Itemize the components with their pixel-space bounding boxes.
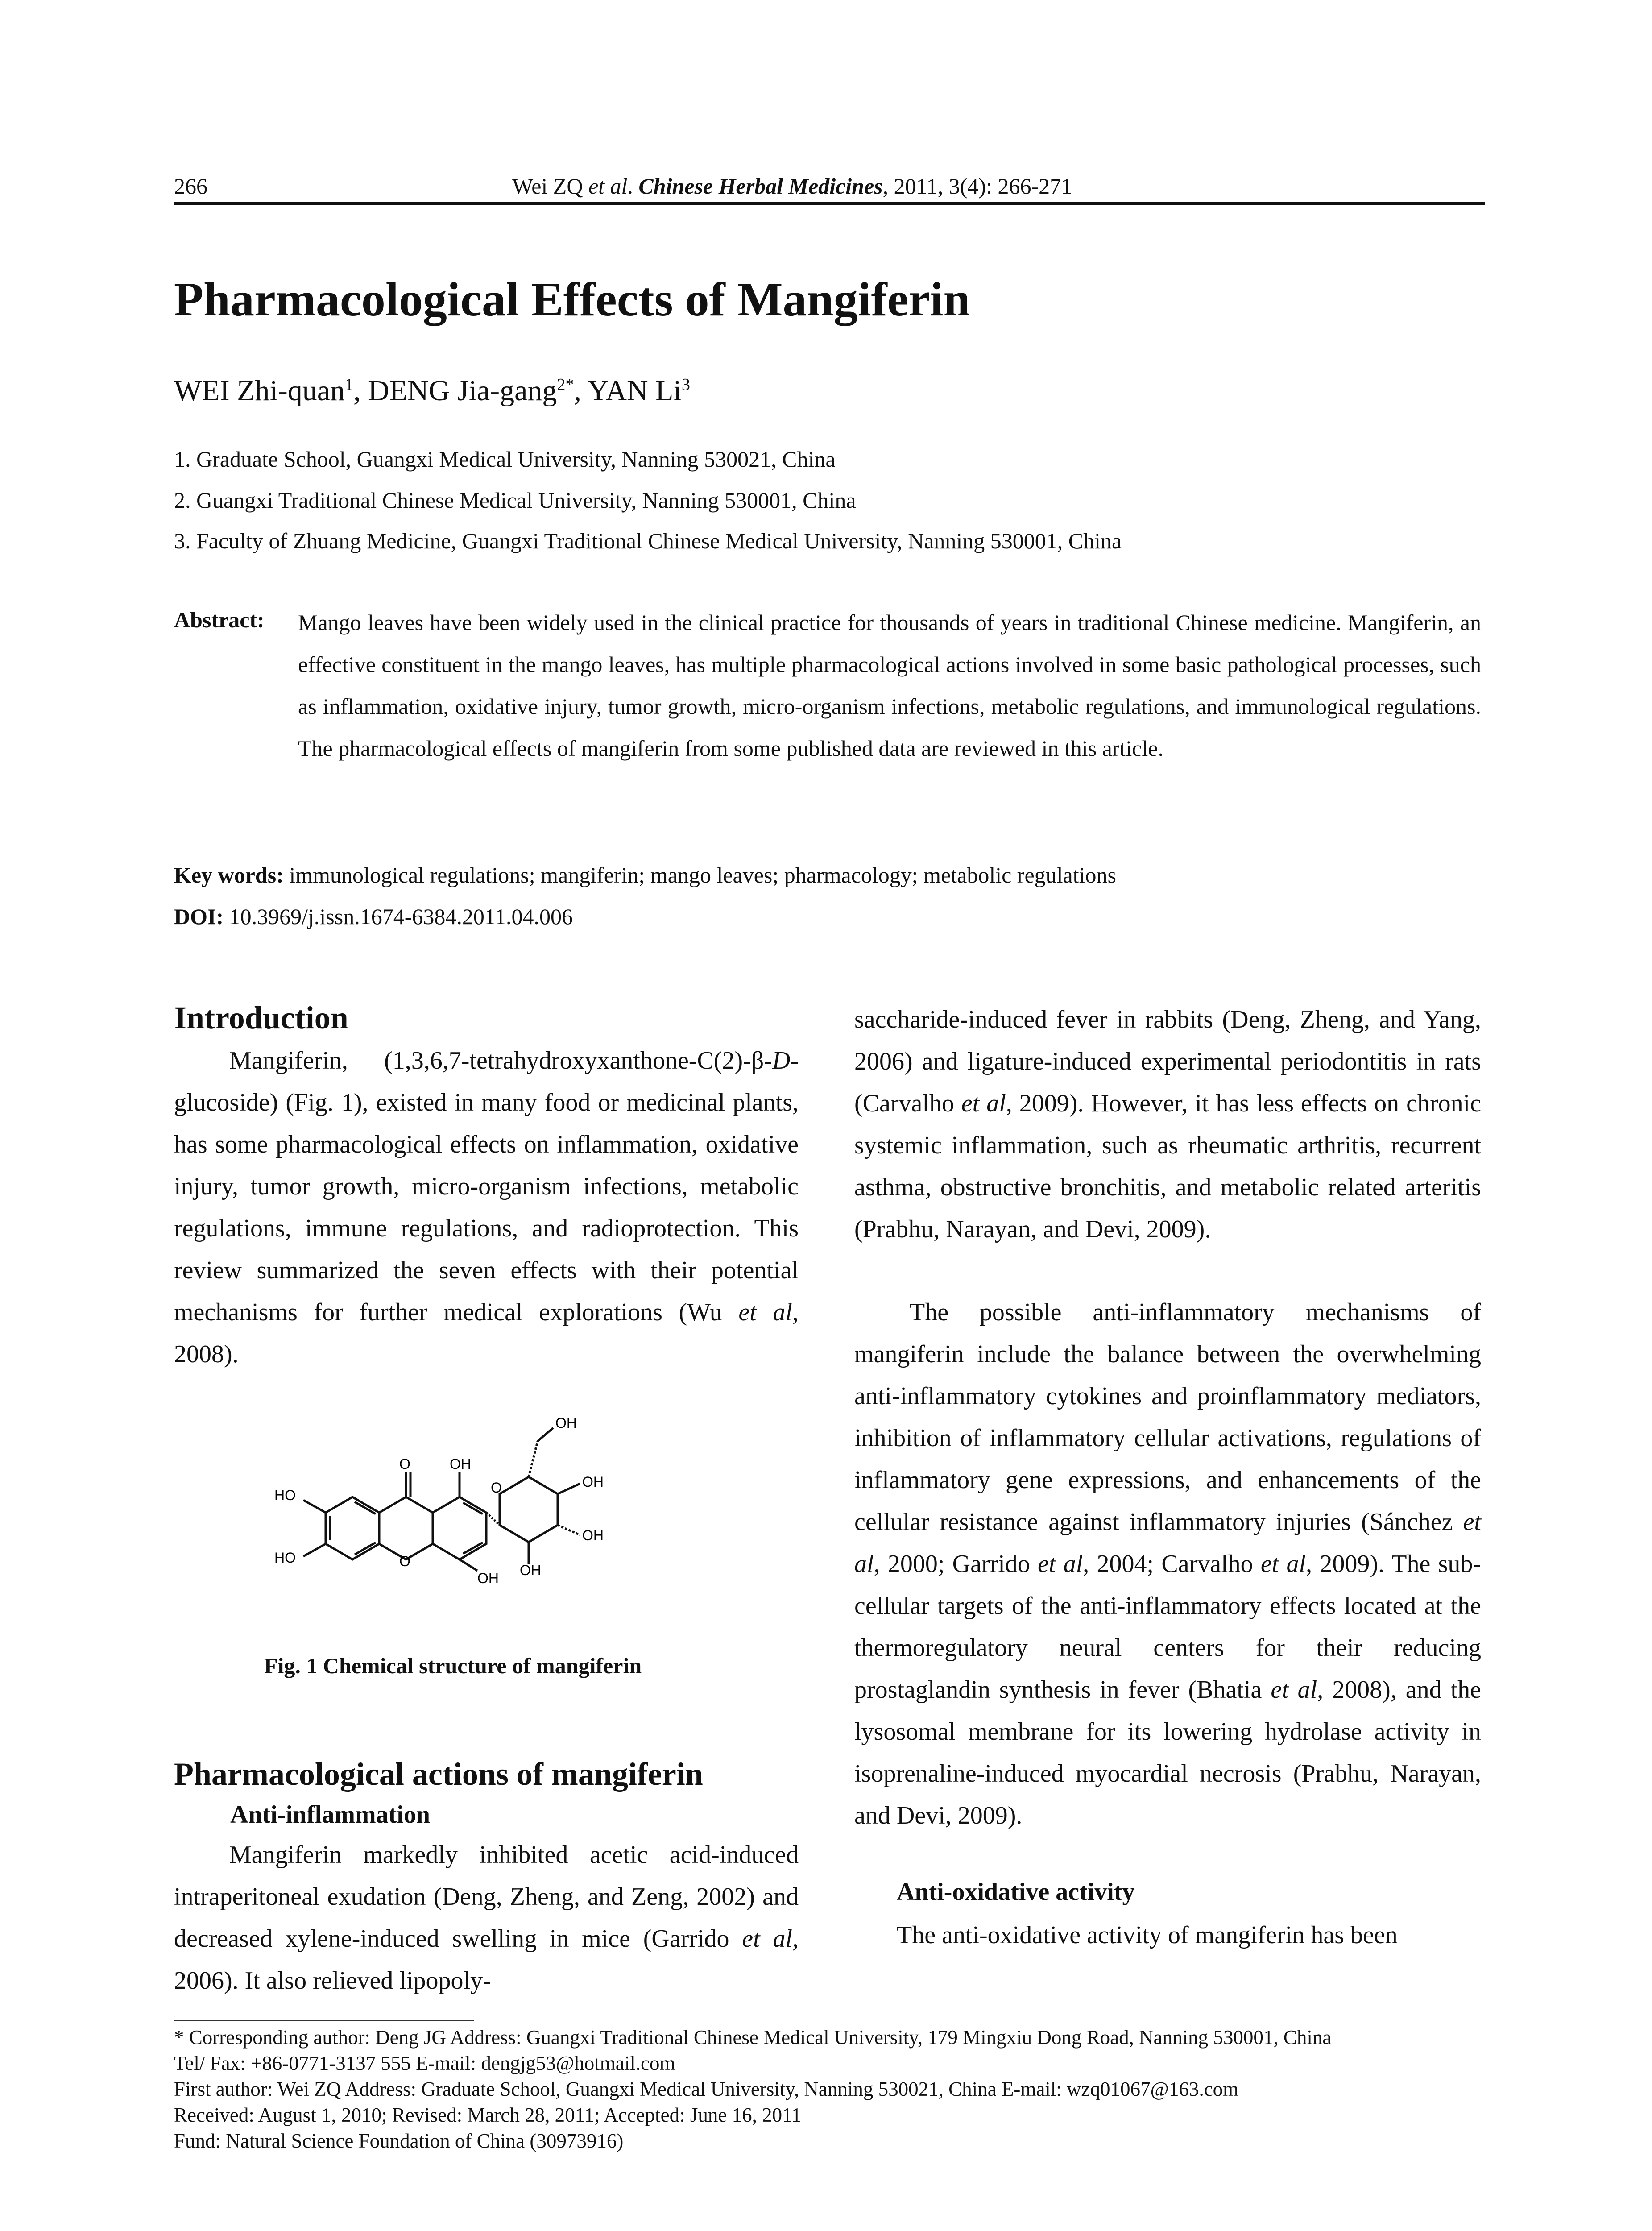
citation: , 2011, 3(4): 266-271: [882, 174, 1072, 199]
author-affiliation-mark: 2*: [557, 375, 574, 394]
author-name: WEI Zhi-quan: [174, 374, 345, 407]
text-run-italic: et al: [742, 1925, 792, 1953]
text-run: , 2009). The sub-cellular targets of the anti-inflammatory effects located at the thermoregulatory neural centers for their reducing prostaglandin synthesis in fever (Bhatia: [854, 1550, 1482, 1704]
text-run-italic: et al: [961, 1090, 1006, 1117]
text-run: -glucoside) (Fig. 1), existed in many food or medicinal plants, has some pharmacological effects on inflammation, oxidative injury, tumor growth, micro-organism infections, metabolic regulations, immune regulations, and radioprotection. This review summarized the seven effects with their potential mechanisms for further medical explorations (Wu: [174, 1047, 799, 1326]
section-heading-pharmacological-actions: Pharmacological actions of mangiferin: [174, 1756, 703, 1792]
mangiferin-structure-figure: [263, 1383, 745, 1633]
author-list: WEI Zhi-quan$^1$, DENG Jia-gang$^{2*}$, YAN Li$^3$: [174, 374, 690, 407]
footnote-dates: Received: August 1, 2010; Revised: March 28, 2011; Accepted: June 16, 2011: [174, 2104, 802, 2126]
footnote-rule: [174, 2020, 474, 2021]
abstract-text: Mango leaves have been widely used in the clinical practice for thousands of years in traditional Chinese medicine. Mangiferin, an effective constituent in the mango leaves, has multiple pharmacological actions involved in some basic pathological processes, such as inflammation, oxidative injury, tumor growth, micro-organism infections, metabolic regulations, and immunological regulations. The pharmacological effects of mangiferin from some published data are reviewed in this article.: [298, 610, 1481, 761]
section-heading-introduction: Introduction: [174, 1000, 348, 1036]
header-rule: [174, 202, 1485, 205]
running-head: [512, 173, 1072, 199]
keywords-label: Key words:: [174, 863, 284, 887]
text-run-italic: et al: [738, 1298, 792, 1326]
text-run-italic: et al: [1038, 1550, 1083, 1578]
article-title: Pharmacological Effects of Mangiferin: [174, 273, 970, 326]
text-run: , 2000; Garrido: [874, 1550, 1038, 1578]
label-o-ring: O: [491, 1480, 502, 1496]
author-affiliation-mark: 3: [681, 375, 690, 394]
text-run-italic: et al: [1271, 1676, 1317, 1704]
text-run: Mangiferin, (1,3,6,7-tetrahydroxyxanthone-C(2)-β-: [229, 1047, 772, 1074]
running-head-dot: .: [627, 174, 639, 199]
affiliation: 1. Graduate School, Guangxi Medical University, Nanning 530021, China: [174, 447, 836, 472]
subsection-heading-anti-oxidative: Anti-oxidative activity: [897, 1878, 1135, 1906]
doi: [174, 904, 573, 929]
anti-oxidative-paragraph: The anti-oxidative activity of mangiferin has been: [897, 1921, 1398, 1949]
text-run: , 2009). However, it has less effects on chronic systemic inflammation, such as rheumatic arthritis, recurrent asthma, obstructive bronchitis, and metabolic related arteritis (Prabhu, Narayan, and Devi, 2009).: [854, 1090, 1481, 1243]
keywords-text: immunological regulations; mangiferin; mango leaves; pharmacology; metabolic regulations: [283, 863, 1116, 887]
keywords: [174, 862, 1116, 888]
text-run: The possible anti-inflammatory mechanisms of mangiferin include the balance between the overwhelming anti-inflammatory cytokines and proinflammatory mediators, inhibition of inflammatory cellular activations, regulations of inflammatory gene expressions, and enhancements of the cellular resistance against inflammatory injuries (Sánchez: [854, 1298, 1481, 1536]
label-o-bottom: O: [399, 1553, 410, 1569]
running-head-authors: Wei ZQ: [512, 174, 588, 199]
text-run-italic: et al: [854, 1508, 1481, 1578]
footnote-fund: Fund: Natural Science Foundation of China (30973916): [174, 2130, 624, 2152]
footnote-contact: Tel/ Fax: +86-0771-3137 555 E-mail: dengjg53@hotmail.com: [174, 2052, 675, 2074]
right-paragraph-2: [854, 1291, 1481, 1837]
label-oh-bottom: OH: [477, 1570, 499, 1586]
text-run: saccharide-induced fever in rabbits (Deng, Zheng, and Yang, 2006) and ligature-induced experimental periodontitis in rats (Carvalho: [854, 1006, 1481, 1117]
page-number: 266: [174, 174, 207, 199]
abstract-label: Abstract:: [174, 607, 265, 632]
author-name: DENG Jia-gang: [368, 374, 557, 407]
figure-caption: Fig. 1 Chemical structure of mangiferin: [264, 1653, 642, 1678]
label-ho-left2: HO: [274, 1550, 296, 1566]
anti-inflammation-paragraph: [174, 1834, 799, 2002]
label-oh-top: OH: [450, 1456, 471, 1472]
doi-label: DOI:: [174, 904, 224, 929]
label-oh-r3: OH: [520, 1562, 541, 1578]
text-run: , 2006). It also relieved lipopoly-: [174, 1925, 799, 1995]
footnote-corresponding-author: * Corresponding author: Deng JG Address: Guangxi Traditional Chinese Medical University, 179 Mingxiu Dong Road, Nanning 530001, China: [174, 2026, 1332, 2049]
label-o-top: O: [399, 1456, 410, 1472]
text-run-italic: et al: [1260, 1550, 1306, 1578]
label-oh-ch2: OH: [555, 1415, 577, 1431]
journal-name: Chinese Herbal Medicines: [638, 174, 883, 199]
text-run: , 2008).: [174, 1298, 799, 1368]
running-head-etal: et al: [588, 174, 628, 199]
label-ho-left1: HO: [274, 1487, 296, 1503]
doi-text: 10.3969/j.issn.1674-6384.2011.04.006: [224, 904, 573, 929]
text-run-italic: D: [772, 1047, 791, 1074]
author-name: YAN Li: [587, 374, 682, 407]
text-run: , 2008), and the lysosomal membrane for its lowering hydrolase activity in isoprenaline-induced myocardial necrosis (Prabhu, Narayan, and Devi, 2009).: [854, 1676, 1481, 1829]
text-run: , 2004; Carvalho: [1083, 1550, 1261, 1578]
footnote-first-author: First author: Wei ZQ Address: Graduate School, Guangxi Medical University, Nanning 530021, China E-mail: wzq01067@163.com: [174, 2078, 1239, 2100]
text-run: Mangiferin markedly inhibited acetic acid-induced intraperitoneal exudation (Deng, Zheng, and Zeng, 2002) and decreased xylene-induced swelling in mice (Garrido: [174, 1841, 799, 1953]
affiliation: 3. Faculty of Zhuang Medicine, Guangxi Traditional Chinese Medical University, Nanning 530001, China: [174, 528, 1122, 553]
intro-paragraph: [174, 1040, 799, 1375]
label-oh-r2: OH: [582, 1527, 604, 1543]
structure-bonds: [303, 1428, 580, 1571]
subsection-heading-anti-inflammation: Anti-inflammation: [230, 1801, 430, 1829]
right-paragraph-1: [854, 999, 1481, 1250]
author-affiliation-mark: 1: [345, 375, 354, 394]
label-oh-r1: OH: [582, 1474, 604, 1490]
affiliation: 2. Guangxi Traditional Chinese Medical University, Nanning 530001, China: [174, 488, 856, 513]
